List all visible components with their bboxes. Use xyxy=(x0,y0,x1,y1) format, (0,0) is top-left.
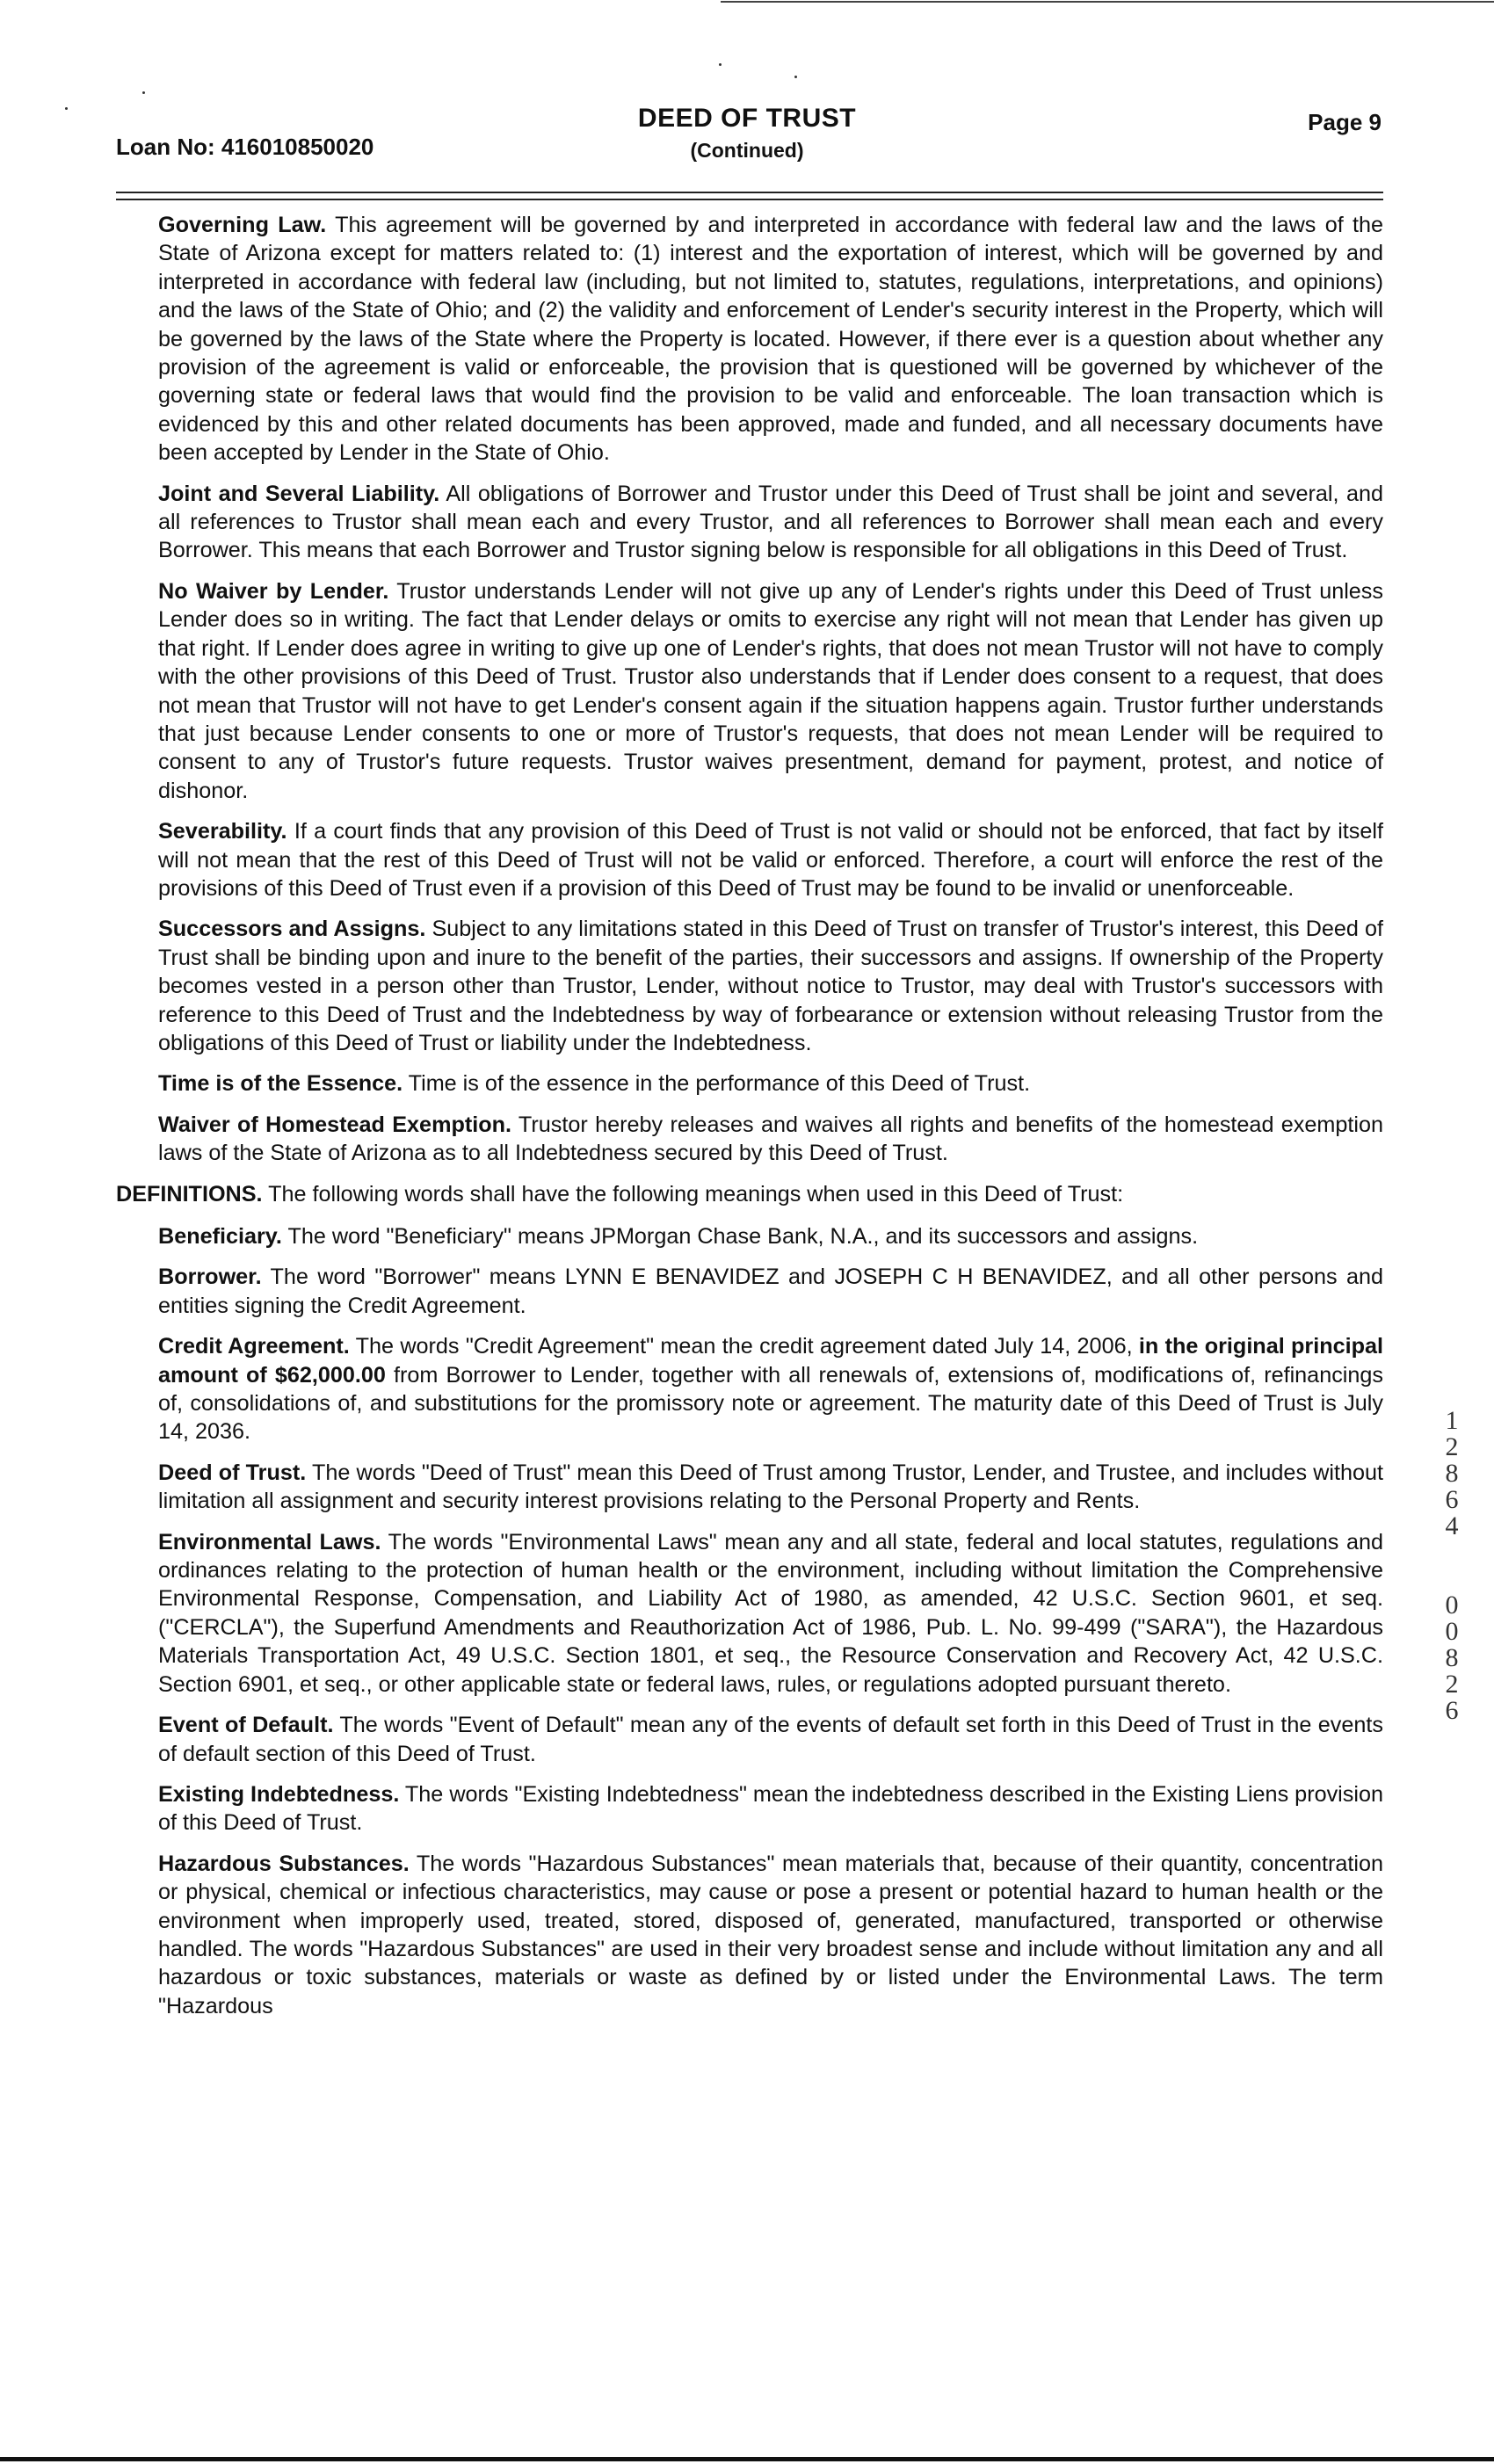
section-homestead xyxy=(158,1111,1383,1168)
section-text: This agreement will be governed by and interpreted in accordance with federal law and the laws of the State of Arizona except for matters related to: (1) interest and the exportation of interest, which will be governed by and interpreted in accordance with federal law (including, but not limited to, statutes, regulations, interpretations, and opinions) and the laws of the State of Ohio; and (2) the validity and enforcement of Lender's security interest in the Property, which will be governed by the laws of the State where the Property is located. However, if there ever is a question about whether any provision of the agreement is valid or enforceable, the provision that is questioned will be governed by whichever of the governing state or federal laws that would find the provision to be valid and enforceable. The loan transaction which is evidenced by this and other related documents has been approved, made and funded, and all necessary documents have been accepted by Lender in the State of Ohio. xyxy=(158,213,1384,466)
page-number: Page 9 xyxy=(1308,109,1382,135)
document-body xyxy=(116,211,1383,2033)
stamp-digit: 6 xyxy=(1445,1696,1459,1725)
definition-term: Credit Agreement. xyxy=(158,1334,350,1359)
definition-credit-agreement xyxy=(158,1332,1383,1446)
stamp-digit: 2 xyxy=(1445,1670,1459,1699)
section-heading: Waiver of Homestead Exemption. xyxy=(158,1112,512,1137)
definition-text: The words "Deed of Trust" mean this Deed of Trust among Trustor, Lender, and Trustee, and includes without limitation all assignment and security interest provisions relating to the Personal Property and Rents. xyxy=(158,1460,1384,1514)
section-no-waiver xyxy=(158,577,1383,805)
definition-text: The words "Hazardous Substances" mean materials that, because of their quantity, concentration or physical, chemical or infectious characteristics, may cause or pose a present or potential hazard to human health or the environment when improperly used, treated, stored, disposed of, generated, manufactured, transported or otherwise handled. The words "Hazardous Substances" are used in their very broadest sense and include without limitation any and all hazardous or toxic substances, materials or waste as defined by or listed under the Environmental Laws. The term "Hazardous xyxy=(158,1851,1383,2018)
stamp-gap xyxy=(1436,1540,1468,1592)
definition-term: Hazardous Substances. xyxy=(158,1851,410,1876)
scan-edge-line xyxy=(721,1,1494,3)
section-heading: Severability. xyxy=(158,819,287,844)
stamp-digit: 0 xyxy=(1445,1591,1459,1620)
definition-existing-indebtedness xyxy=(158,1780,1383,1837)
section-heading: Successors and Assigns. xyxy=(158,917,426,942)
section-severability xyxy=(158,817,1383,902)
section-heading: Governing Law. xyxy=(158,213,327,237)
stamp-digit: 0 xyxy=(1445,1617,1459,1646)
document-title: DEED OF TRUST xyxy=(637,104,857,133)
definition-term: Environmental Laws. xyxy=(158,1529,381,1554)
section-text: All obligations of Borrower and Trustor under this Deed of Trust shall be joint and several, and all references to Trustor shall mean each and every Trustor, and all references to Borrower shall mean each and every Borrower. This means that each Borrower and Trustor signing below is responsible for all obligations in this Deed of Trust. xyxy=(158,481,1383,563)
header-rule xyxy=(116,192,1383,193)
section-text: Subject to any limitations stated in this Deed of Trust on transfer of Trustor's interest, this Deed of Trust shall be binding upon and inure to the benefit of the parties, their successors and assigns. If ownership of the Property becomes vested in a person other than Trustor, Lender, without notice to Trustor, may deal with Trustor's successors with reference to this Deed of Trust and the Indebtedness by way of forbearance or extension without releasing Trustor from the obligations of this Deed of Trust or liability under the Indebtedness. xyxy=(158,917,1384,1055)
section-heading: Joint and Several Liability. xyxy=(158,481,440,506)
definition-text: The word "Beneficiary" means JPMorgan Chase Bank, N.A., and its successors and assigns. xyxy=(281,1224,1199,1249)
header-rule xyxy=(116,199,1383,200)
definition-hazardous-substances xyxy=(158,1850,1383,2020)
section-governing-law xyxy=(158,211,1383,467)
definition-term: Existing Indebtedness. xyxy=(158,1781,400,1807)
section-time-essence xyxy=(158,1069,1383,1098)
section-successors xyxy=(158,915,1383,1057)
section-text: Time is of the essence in the performance of this Deed of Trust. xyxy=(403,1071,1031,1097)
section-text: Trustor hereby releases and waives all rights and benefits of the homestead exemption laws of the State of Arizona as to all Indebtedness secured by this Deed of Trust. xyxy=(158,1112,1384,1166)
section-heading: No Waiver by Lender. xyxy=(158,578,389,604)
definitions-heading: DEFINITIONS. xyxy=(116,1181,263,1207)
stamp-digit: 6 xyxy=(1445,1485,1459,1514)
definition-term: Deed of Trust. xyxy=(158,1460,307,1485)
definitions-text: The following words shall have the following meanings when used in this Deed of Trust: xyxy=(262,1181,1124,1207)
stamp-digit: 1 xyxy=(1445,1406,1459,1435)
stamp-digit: 4 xyxy=(1445,1511,1459,1540)
document-subtitle: (Continued) xyxy=(690,139,804,162)
recording-number-stamp xyxy=(1436,1408,1468,1724)
definition-text: The words "Credit Agreement" mean the credit agreement dated July 14, 2006, xyxy=(349,1334,1133,1359)
definition-event-of-default xyxy=(158,1711,1383,1768)
principal-amount: in the original principal amount of $62,000.00 xyxy=(158,1334,1383,1388)
definition-text: The words "Existing Indebtedness" mean the indebtedness described in the Existing Liens provision of this Deed of Trust. xyxy=(158,1781,1383,1836)
definition-environmental-laws xyxy=(158,1528,1383,1699)
definition-term: Event of Default. xyxy=(158,1713,334,1738)
definition-term: Borrower. xyxy=(158,1265,262,1290)
definitions-intro xyxy=(116,1180,1383,1208)
section-text: Trustor understands Lender will not give up any of Lender's rights under this Deed of Trust unless Lender does so in writing. The fact that Lender delays or omits to exercise any right will not mean that Lender has given up that right. If Lender does agree in writing to give up one of Lender's rights, that does not mean Trustor will not have to comply with the other provisions of this Deed of Trust. Trustor also understands that if Lender does consent to a request, that does not mean that Trustor will not have to get Lender's consent again if the situation happens again. Trustor further understands that just because Lender consents to one or more of Trustor's requests, that does not mean Lender will be required to consent to any of Trustor's future requests. Trustor waives presentment, demand for payment, protest, and notice of dishonor. xyxy=(158,578,1383,803)
loan-number: Loan No: 416010850020 xyxy=(116,134,374,160)
definition-text: The words "Event of Default" mean any of the events of default set forth in this Deed of Trust in the events of default section of this Deed of Trust. xyxy=(158,1713,1383,1766)
definition-deed-of-trust xyxy=(158,1459,1383,1516)
definition-text-after: from Borrower to Lender, together with all renewals of, extensions of, modifications of, refinancings of, consolidations of, and substitutions for the promissory note or agreement. The maturity date of this Deed of Trust is July 14, 2036. xyxy=(158,1362,1384,1445)
scan-bottom-edge xyxy=(0,2457,1494,2461)
section-heading: Time is of the Essence. xyxy=(158,1071,403,1097)
definition-term: Beneficiary. xyxy=(158,1224,282,1249)
definition-text: The words "Environmental Laws" mean any and all state, federal and local statutes, regulations and ordinances relating to the protection of human health or the environment, including without limitation the Comprehensive Environmental Response, Compensation, and Liability Act of 1980, as amended, 42 U.S.C. Section 9601, et seq. ("CERCLA"), the Superfund Amendments and Reauthorization Act of 1986, Pub. L. No. 99-499 ("SARA"), the Hazardous Materials Transportation Act, 49 U.S.C. Section 1801, et seq., the Resource Conservation and Recovery Act, 42 U.S.C. Section 6901, et seq., or other applicable state or federal laws, rules, or regulations adopted pursuant thereto. xyxy=(158,1529,1384,1697)
stamp-digit: 8 xyxy=(1445,1643,1459,1672)
section-joint-liability xyxy=(158,480,1383,565)
definition-beneficiary xyxy=(158,1222,1383,1250)
scan-speck xyxy=(794,76,797,78)
scan-speck xyxy=(719,63,722,66)
definition-borrower xyxy=(158,1263,1383,1320)
stamp-digit: 8 xyxy=(1445,1459,1459,1488)
scan-speck xyxy=(142,91,145,94)
section-text: If a court finds that any provision of this Deed of Trust is not valid or should not be enforced, that fact by itself will not mean that the rest of this Deed of Trust will not be valid or enforced. Therefore, a court will enforce the rest of the provisions of this Deed of Trust even if a provision of this Deed of Trust may be found to be invalid or unenforceable. xyxy=(158,819,1383,901)
stamp-digit: 2 xyxy=(1445,1432,1459,1461)
definition-text: The word "Borrower" means LYNN E BENAVIDEZ and JOSEPH C H BENAVIDEZ, and all other persons and entities signing the Credit Agreement. xyxy=(158,1265,1383,1318)
